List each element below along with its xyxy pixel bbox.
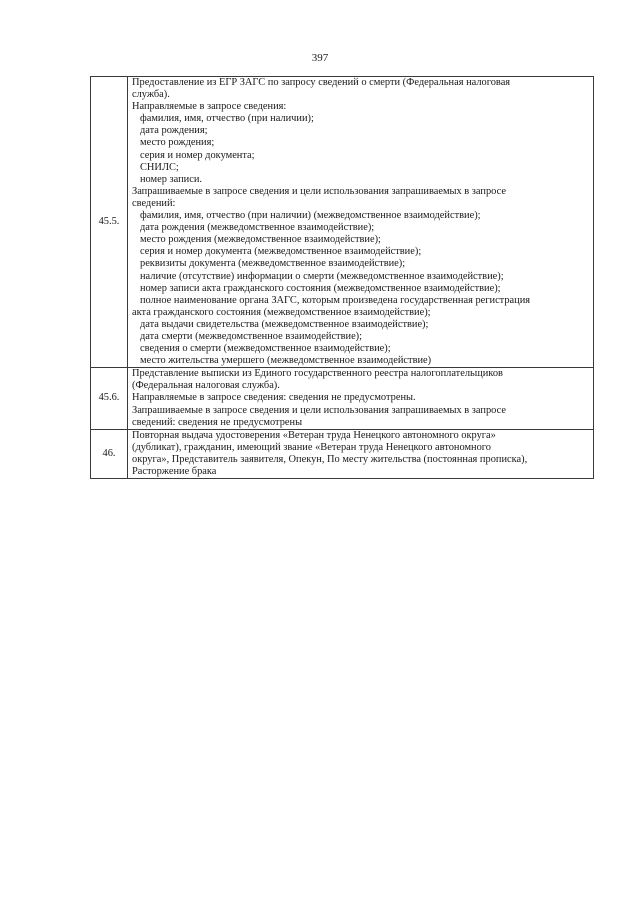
- text-line: серия и номер документа (межведомственное взаимодействие);: [140, 246, 422, 258]
- text-line: (Федеральная налоговая служба).: [132, 380, 280, 392]
- text-line: дата смерти (межведомственное взаимодействие);: [140, 330, 363, 342]
- text-line: Направляемые в запросе сведения:: [132, 101, 287, 113]
- text-line: Направляемые в запросе сведения: сведения не предусмотрены.: [132, 392, 416, 404]
- text-line: номер записи акта гражданского состояния (межведомственное взаимодействие);: [140, 282, 501, 294]
- text-line: Повторная выдача удостоверения «Ветеран труда Ненецкого автономного округа»: [132, 429, 496, 441]
- text-line: сведений: сведения не предусмотрены: [132, 416, 303, 428]
- text-line: сведения о смерти (межведомственное взаимодействие);: [140, 343, 391, 355]
- text-line: (дубликат), гражданин, имеющий звание «Ветеран труда Ненецкого автономного: [132, 441, 492, 453]
- text-line: место жительства умершего (межведомственное взаимодействие): [140, 355, 432, 367]
- text-line: номер записи.: [140, 173, 203, 185]
- services-table: [90, 76, 594, 479]
- text-line: полное наименование органа ЗАГС, которым произведена государственная регистрация: [140, 294, 531, 306]
- text-line: Представление выписки из Единого государственного реестра налогоплательщиков: [132, 368, 503, 380]
- row-number: 46.: [91, 429, 128, 478]
- text-line: реквизиты документа (межведомственное взаимодействие);: [140, 258, 406, 270]
- text-line: место рождения;: [140, 137, 215, 149]
- table-row-45-5: [91, 77, 594, 368]
- text-line: СНИЛС;: [140, 161, 179, 173]
- text-line: наличие (отсутствие) информации о смерти (межведомственное взаимодействие);: [140, 270, 504, 282]
- page-number: 397: [311, 52, 329, 64]
- text-line: фамилия, имя, отчество (при наличии) (межведомственное взаимодействие);: [140, 210, 481, 222]
- row-description: [128, 368, 594, 429]
- text-line: округа», Представитель заявителя, Опекун, По месту жительства (постоянная прописка),: [132, 453, 528, 465]
- text-line: дата рождения (межведомственное взаимодействие);: [140, 222, 375, 234]
- text-line: Запрашиваемые в запросе сведения и цели использования запрашиваемых в запросе: [132, 404, 506, 416]
- text-line: Предоставление из ЕГР ЗАГС по запросу сведений о смерти (Федеральная налоговая: [132, 77, 511, 88]
- text-line: серия и номер документа;: [140, 149, 255, 161]
- text-line: Расторжение брака: [132, 466, 217, 477]
- row-description: [128, 77, 594, 368]
- text-line: Запрашиваемые в запросе сведения и цели использования запрашиваемых в запросе: [132, 185, 506, 197]
- row-number: 45.5.: [91, 77, 128, 368]
- text-line: служба).: [132, 89, 170, 101]
- row-description: [128, 429, 594, 478]
- text-line: сведений:: [132, 197, 176, 209]
- text-line: акта гражданского состояния (межведомственное взаимодействие);: [132, 306, 431, 318]
- text-line: фамилия, имя, отчество (при наличии);: [140, 113, 314, 125]
- table-row-45-6: [91, 368, 594, 429]
- text-line: дата рождения;: [140, 125, 208, 137]
- text-line: место рождения (межведомственное взаимодействие);: [140, 234, 381, 246]
- text-line: дата выдачи свидетельства (межведомственное взаимодействие);: [140, 318, 429, 330]
- table-row-46: [91, 429, 594, 478]
- row-number: 45.6.: [91, 368, 128, 429]
